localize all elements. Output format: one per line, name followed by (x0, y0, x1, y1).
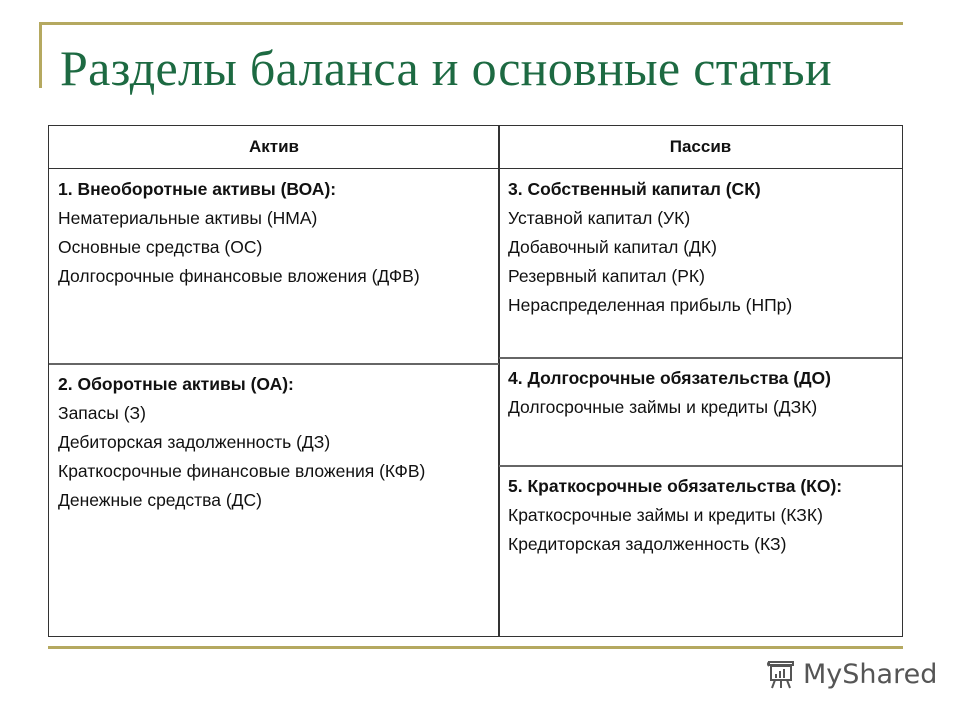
watermark-logo (765, 656, 937, 692)
section-longterm-liabilities (499, 358, 902, 422)
list-item: Дебиторская задолженность (ДЗ) (58, 432, 331, 452)
slide-title: Разделы баланса и основные статьи (60, 40, 832, 96)
section-current-assets (49, 364, 499, 515)
section-heading: 1. Внеоборотные активы (ВОА): (58, 179, 337, 199)
section-heading: 5. Краткосрочные обязательства (КО): (508, 476, 843, 496)
list-item: Краткосрочные займы и кредиты (КЗК) (508, 505, 823, 525)
section-equity (499, 169, 902, 320)
balance-table (48, 125, 903, 637)
list-item: Долгосрочные финансовые вложения (ДФВ) (58, 266, 420, 286)
list-item: Денежные средства (ДС) (58, 490, 262, 510)
list-item: Резервный капитал (РК) (508, 266, 705, 286)
header-liabilities: Пассив (499, 126, 902, 169)
section-heading: 3. Собственный капитал (СК) (508, 179, 761, 199)
bottom-accent-line (48, 646, 903, 649)
header-assets: Актив (49, 126, 499, 169)
top-accent-line (40, 22, 903, 25)
list-item: Уставной капитал (УК) (508, 208, 691, 228)
section-shortterm-liabilities (499, 466, 902, 559)
list-item: Запасы (З) (58, 403, 146, 423)
list-item: Нераспределенная прибыль (НПр) (508, 295, 793, 315)
list-item: Нематериальные активы (НМА) (58, 208, 318, 228)
section-noncurrent-assets (49, 169, 499, 291)
left-accent-line (39, 22, 42, 88)
section-heading: 2. Оборотные активы (ОА): (58, 374, 294, 394)
list-item: Добавочный капитал (ДК) (508, 237, 717, 257)
list-item: Долгосрочные займы и кредиты (ДЗК) (508, 397, 818, 417)
watermark-text: MyShared (803, 658, 938, 690)
list-item: Основные средства (ОС) (58, 237, 263, 257)
section-heading: 4. Долгосрочные обязательства (ДО) (508, 368, 831, 388)
list-item: Кредиторская задолженность (КЗ) (508, 534, 787, 554)
list-item: Краткосрочные финансовые вложения (КФВ) (58, 461, 426, 481)
presentation-board-icon (765, 658, 797, 690)
